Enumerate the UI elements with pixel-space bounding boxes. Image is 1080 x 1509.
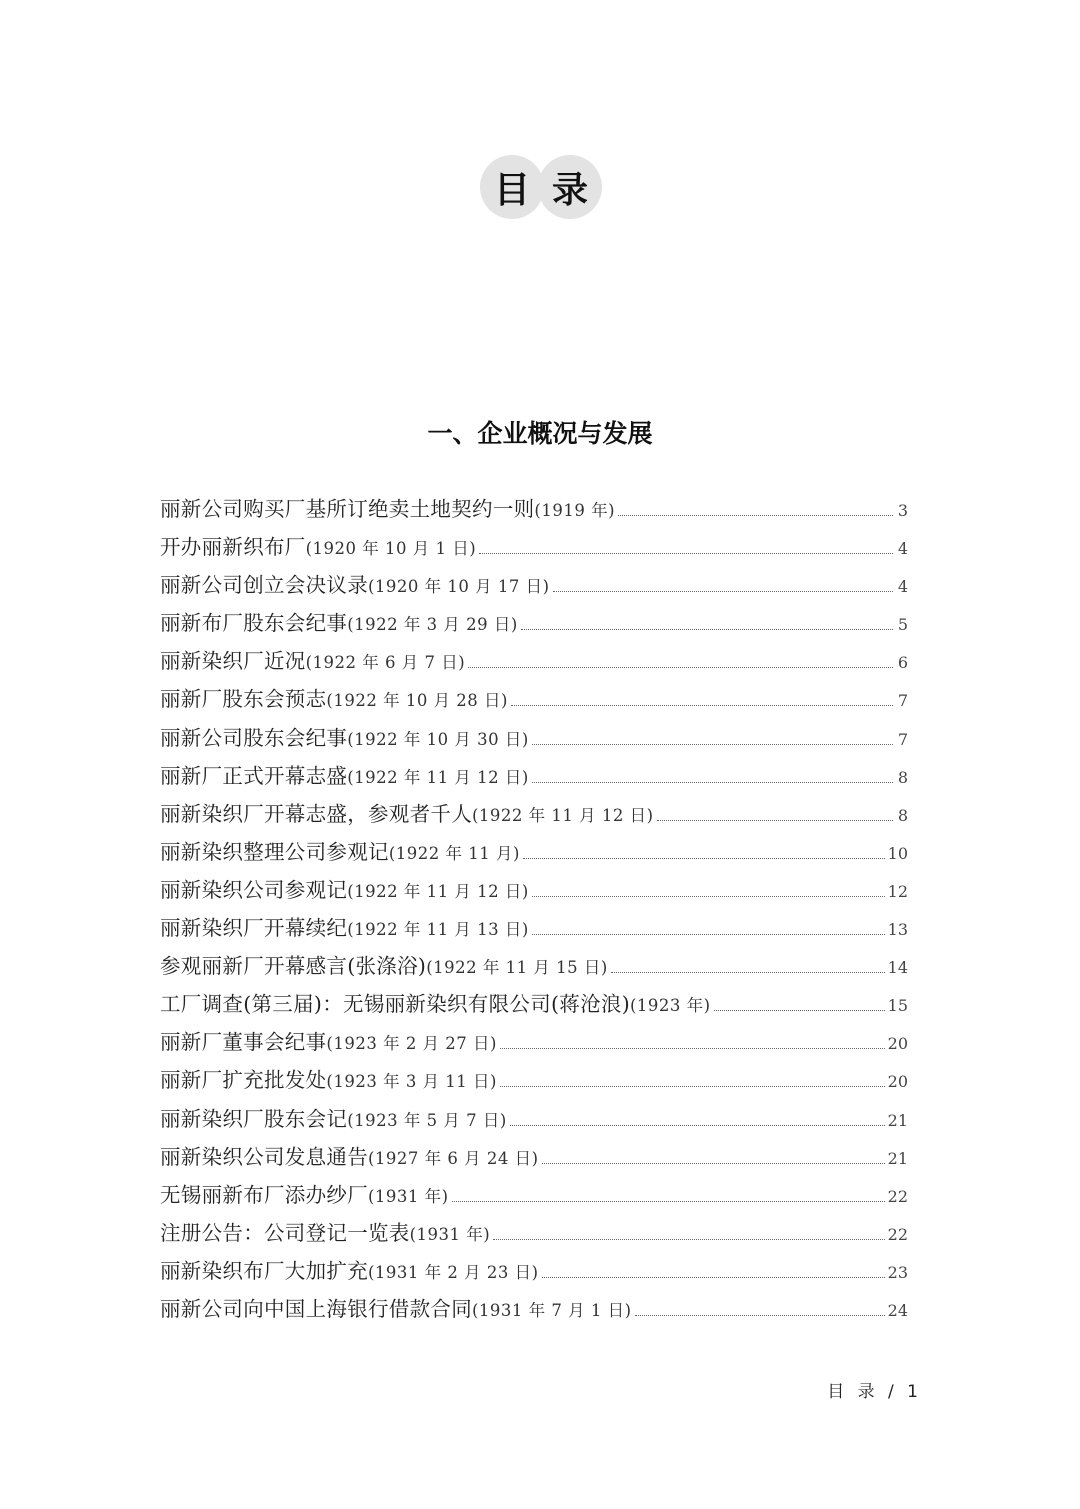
entry-date: (1922 年 11 月 12 日) [347,767,529,787]
entry-date: (1920 年 10 月 17 日) [368,577,550,597]
entry-date: (1923 年 2 月 27 日) [326,1034,497,1054]
toc-entry[interactable] [160,1023,908,1061]
page-number: 24 [887,1300,908,1320]
toc-entry[interactable] [160,1061,908,1099]
entry-title: 丽新公司股东会纪事 [160,725,348,750]
page-number: 20 [887,1072,908,1092]
page-title-char-1: 目 [480,155,544,219]
page-number: 10 [887,843,908,863]
page-number: 6 [897,653,908,673]
entry-title: 丽新染织布厂大加扩充 [160,1258,368,1283]
entry-date: (1922 年 10 月 30 日) [347,729,529,749]
entry-title: 丽新染织公司参观记 [160,877,348,902]
toc-entry[interactable] [160,947,908,985]
toc-entry[interactable] [160,566,908,604]
entry-title: 丽新染织厂开幕志盛，参观者千人 [160,801,472,826]
entry-title: 丽新厂股东会预志 [160,687,327,712]
dot-leader [532,782,893,783]
dot-leader [500,1048,885,1049]
entry-date: (1923 年 5 月 7 日) [347,1110,507,1130]
entry-date: (1922 年 11 月 12 日) [472,805,654,825]
page-number: 8 [897,805,908,825]
footer-separator: / [888,1382,898,1402]
entry-date: (1922 年 11 月) [388,843,520,863]
toc-entry[interactable] [160,1290,908,1328]
dot-leader [553,591,893,592]
entry-title: 丽新布厂股东会纪事 [160,611,348,636]
dot-leader [635,1315,885,1316]
entry-title: 丽新厂董事会纪事 [160,1030,327,1055]
section-heading: 一、企业概况与发展 [427,419,653,448]
dot-leader [611,972,885,973]
toc-entry[interactable] [160,795,908,833]
entry-date: (1922 年 6 月 7 日) [305,653,466,673]
page-number: 21 [887,1110,908,1130]
entry-date: (1923 年 3 月 11 日) [326,1072,497,1092]
page-number: 22 [887,1186,908,1206]
page-number: 22 [887,1224,908,1244]
dot-leader [452,1201,885,1202]
footer-page-number: 1 [907,1382,922,1402]
page-number: 23 [887,1262,908,1282]
dot-leader [468,667,893,668]
toc-entry[interactable] [160,719,908,757]
dot-leader [618,515,893,516]
page-title-char-2: 录 [538,155,602,219]
entry-title: 注册公告：公司登记一览表 [160,1220,410,1245]
page-number: 14 [887,958,908,978]
dot-leader [542,1163,885,1164]
toc-entry[interactable] [160,604,908,642]
toc-entry[interactable] [160,871,908,909]
entry-date: (1920 年 10 月 1 日) [305,539,477,559]
entry-date: (1931 年 2 月 23 日) [368,1262,539,1282]
entry-date: (1922 年 11 月 12 日) [347,881,529,901]
entry-title: 参观丽新厂开幕感言(张涤浴) [160,954,427,979]
footer-label: 目 录 [827,1382,879,1402]
toc-entry[interactable] [160,528,908,566]
entry-date: (1927 年 6 月 24 日) [368,1148,539,1168]
page-number: 21 [887,1148,908,1168]
dot-leader [532,934,885,935]
dot-leader [532,744,893,745]
toc-entry[interactable] [160,680,908,718]
toc-entry[interactable] [160,1214,908,1252]
toc-entry[interactable] [160,490,908,528]
dot-leader [479,553,893,554]
page-number: 7 [897,691,908,711]
entry-title: 无锡丽新布厂添办纱厂 [160,1182,368,1207]
page-number: 12 [887,881,908,901]
dot-leader [532,896,885,897]
entry-title: 丽新公司向中国上海银行借款合同 [160,1296,472,1321]
page-number: 3 [897,501,908,520]
page-number: 7 [897,729,908,749]
entry-title: 丽新染织整理公司参观记 [160,839,389,864]
toc-entry[interactable] [160,642,908,680]
toc-entry[interactable] [160,1252,908,1290]
dot-leader [521,629,893,630]
toc-entry[interactable] [160,833,908,871]
toc-entry[interactable] [160,757,908,795]
toc-entry[interactable] [160,1138,908,1176]
page-title [480,155,602,219]
page-number: 4 [897,577,908,597]
entry-title: 丽新公司购买厂基所订绝卖土地契约一则 [160,497,535,521]
entry-title: 丽新公司创立会决议录 [160,573,368,598]
page-number: 13 [887,920,908,940]
dot-leader [714,1010,885,1011]
page-number: 4 [897,539,908,559]
entry-date: (1931 年) [368,1186,449,1206]
entry-title: 工厂调查(第三届)：无锡丽新染织有限公司(蒋沧浪) [160,992,630,1017]
entry-title: 丽新染织厂股东会记 [160,1106,348,1131]
toc-entry[interactable] [160,1176,908,1214]
entry-title: 丽新染织厂开幕续纪 [160,916,348,941]
toc-list [160,490,908,1328]
entry-title: 丽新染织厂近况 [160,649,306,674]
dot-leader [542,1277,885,1278]
entry-date: (1923 年) [630,996,711,1016]
entry-date: (1922 年 11 月 15 日) [426,958,608,978]
page-number: 5 [897,615,908,635]
dot-leader [523,858,885,859]
dot-leader [657,820,893,821]
dot-leader [500,1086,885,1087]
toc-entry[interactable] [160,909,908,947]
toc-entry[interactable] [160,1100,908,1138]
page-number: 8 [897,767,908,787]
toc-entry[interactable] [160,985,908,1023]
dot-leader [511,705,893,706]
entry-date: (1922 年 3 月 29 日) [347,615,518,635]
entry-title: 开办丽新织布厂 [160,535,306,560]
entry-title: 丽新厂扩充批发处 [160,1068,327,1093]
page-footer [827,1377,922,1402]
entry-title: 丽新染织公司发息通告 [160,1144,368,1169]
page-number: 15 [887,996,908,1016]
entry-date: (1931 年) [409,1224,491,1244]
entry-date: (1931 年 7 月 1 日) [472,1300,632,1320]
entry-date: (1922 年 10 月 28 日) [326,691,508,711]
page-number: 20 [887,1034,908,1054]
entry-date: (1922 年 11 月 13 日) [347,920,529,940]
dot-leader [493,1239,884,1240]
entry-title: 丽新厂正式开幕志盛 [160,763,348,788]
entry-date: (1919 年) [534,501,616,520]
dot-leader [510,1125,885,1126]
